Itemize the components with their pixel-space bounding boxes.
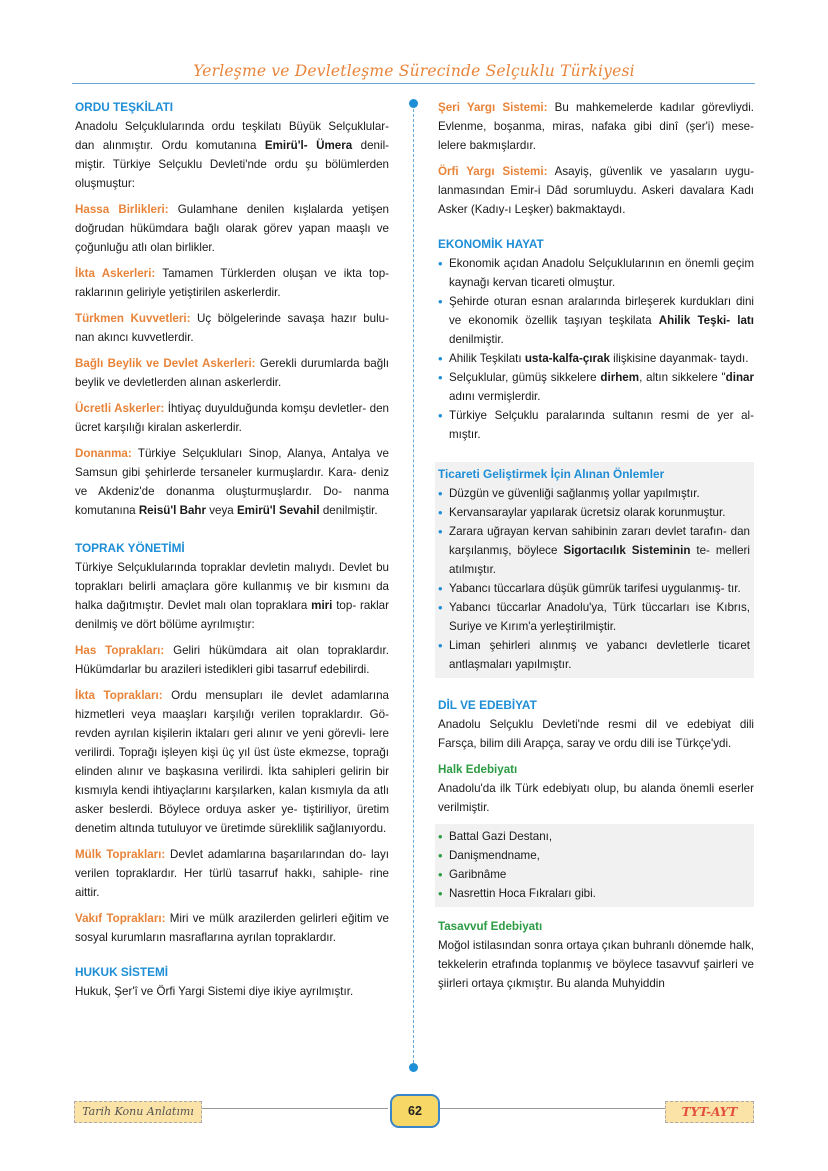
halk-heading: Halk Edebiyatı [438,763,518,776]
halk-list [438,827,750,903]
term-text: İhtiyaç duyulduğunda komşu devletler- den ücret karşılığı kiralan askerlerdir. [75,402,390,434]
term-label: Bağlı Beylik ve Devlet Askerleri: [75,357,256,370]
toprak-item [75,909,389,947]
ekonomik-list [438,254,754,444]
ordu-item [75,264,389,302]
right-column [438,98,754,993]
list-item: • Battal Gazi Destanı, [438,827,750,846]
term-text: Gerekli durumlarda bağlı beylik ve devletlerden alınan askerlerdir. [75,357,389,389]
term-label: Şeri Yargı Sistemi: [438,101,548,114]
text-run: ilişkisine dayanmak- taydı. [609,352,749,365]
bold-term: Emirü'l Sevahil [236,504,320,517]
ticaret-heading: Ticareti Geliştirmek İçin Alınan Önlemler [438,467,665,481]
text-run: denilmiştir. [449,333,504,346]
list-item [438,522,750,579]
section-heading-hukuk: HUKUK SİSTEMİ [75,965,169,979]
list-item: • Garibnâme [438,865,750,884]
page-title: Yerleşme ve Devletleşme Sürecinde Selçuklu Türkiyesi [193,62,635,80]
term-label: Mülk Toprakları: [75,848,166,861]
bold-term: dinar [725,371,754,384]
term-label: Donanma: [75,447,132,460]
text-run: Anadolu Selçuklularında ordu teşkilatı Büyük Selçuklular- dan alınmıştır. Ordu komutanına [75,120,389,152]
bold-term: Sigortacılık Sisteminin [563,544,691,557]
bold-term: usta-kalfa-çırak [524,352,610,365]
toprak-intro [75,558,389,634]
term-text: Gulamhane denilen kışlalarda yetişen doğrudan hükümdara bağlı olarak görev yapan maaşlı ve çoğunluğu atlı olan birlikler. [75,203,389,254]
list-item: • Yabancı tüccarlara düşük gümrük tarifesi uygulanmış- tır. [438,579,750,598]
bold-term: Emirü'l- Ümera [264,139,353,152]
list-item: • Kervansaraylar yapılarak ücretsiz olarak korunmuştur. [438,503,750,522]
ordu-intro [75,117,389,193]
term-label: Örfi Yargı Sistemi: [438,165,548,178]
orfi-yargi-paragraph [438,162,754,219]
bold-term: dirhem [600,371,640,384]
list-item: • Türkiye Selçuklu paralarında sultanın resmi de yer al- mıştır. [438,406,754,444]
dil-text: Anadolu Selçuklu Devleti'nde resmi dil ve edebiyat dili Farsça, bilim dili Arapça, saray ve ordu dili ise Türkçe'ydi. [438,718,754,750]
list-item: • Liman şehirleri alınmış ve yabancı devletlerle ticaret antlaşmaları yapılmıştır. [438,636,750,674]
list-item [438,292,754,349]
footer-rule-right [438,1108,665,1109]
section-heading-ordu: ORDU TEŞKİLATI [75,100,174,114]
list-item [438,368,754,406]
tasavvuf-heading: Tasavvuf Edebiyatı [438,920,543,933]
text-run: Zarara uğrayan kervan sahibinin zararı devlet tarafın- dan karşılanmış, böylece [449,525,750,557]
text-run: Türkiye Selçukluları Sinop, Alanya, Antalya ve Samsun gibi şehirlerde tersaneler kurmuşlardır. Kara- deniz ve Akdeniz'de donanma oluşturmuşlardır. Do- nanma komutanına [75,447,389,517]
divider-bottom-dot [409,1063,418,1072]
text-run: denil- miştir. Türkiye Selçuklu Devleti'nde ordu şu bölümlerden oluşmuştur: [75,139,390,190]
toprak-item [75,641,389,679]
list-item: • Danişmendname, [438,846,750,865]
text-run: Selçuklular, gümüş sikkelere [449,371,601,384]
left-column [75,98,389,1001]
halk-text: Anadolu'da ilk Türk edebiyatı olup, bu alanda önemli eserler verilmiştir. [438,782,754,814]
ticaret-box [435,462,754,678]
tasavvuf-text: Moğol istilasından sonra ortaya çıkan buhranlı dönemde halk, tekkelerin etrafında toplanmış ve böylece tasavvuf şairleri ve şiirleri ortaya çıkmıştır. Bu alanda Muhyiddin [438,939,754,990]
term-label: Ücretli Askerler: [75,402,165,415]
term-text: Uç bölgelerinde savaşa hazır bulu- nan akıncı kuvvetlerdir. [75,312,389,344]
ordu-item [75,354,389,392]
term-label: İkta Askerleri: [75,267,156,280]
term-text: Ordu mensupları ile devlet adamlarına hizmetleri veya maaşları karşılığı verilen topraklardır. Gö- revden ayrılan kişilerin iktaları geri alınır ve yeni görevli- lere verilirdi. Toprağı işleyen kişi üç yıl üst üste ekmezse, toprağı elinden alınır ve başkasına verilirdi. İkta sahipleri gelirin bir kısmıyla kendi ihtiyaçlarını karşılarken, kalan kısmıyla da atlı asker beslerdi. Böylece orduya asker ye- tiştiriliyor, üretim denetim altında tutuluyor ve üretimde süreklilik sağlanıyordu. [75,689,389,835]
list-item [438,349,754,368]
term-text: Bu mahkemelerde kadılar görevliydi. Evlenme, boşanma, miras, nafaka gibi dinî (şer'i) mese- lelere bakmışlardır. [438,101,754,152]
footer-exam-label: TYT-AYT [665,1101,754,1123]
list-item: • Ekonomik açıdan Anadolu Selçuklularının en önemli geçim kaynağı kervan ticareti olmuştur. [438,254,754,292]
text-run: Türkiye Selçuklularında topraklar devletin malıydı. Devlet bu toprakları belirli amaçlara göre kullanmış ve bir kısmını da halka dağıtmıştır. Devlet malı olan topraklara [75,561,389,612]
text-run: top- raklar denilmiş ve dört bölüme ayrılmıştır: [75,599,389,631]
term-label: Vakıf Toprakları: [75,912,166,925]
bold-term: Ahilik Teşki- latı [658,314,754,327]
footer-rule-left [200,1108,388,1109]
ordu-item [75,399,389,437]
term-text: Tamamen Türklerden oluşan ve ikta top- raklarının geliriyle yetiştirilen askerlerdir. [75,267,390,299]
seri-yargi-paragraph [438,98,754,155]
text-run: Şehirde oturan esnan aralarında birleşerek kurdukları dini ve ekonomik özellik taşıyan teşkilata [449,295,754,327]
term-text: Devlet adamlarına başarılarından do- layı verilen topraklardır. Her türlü tasarruf hakkı, sahiple- rine aittir. [75,848,390,899]
toprak-item [75,845,389,902]
hukuk-text: Hukuk, Şer'î ve Örfi Yargi Sistemi diye ikiye ayrılmıştır. [75,985,354,998]
ordu-item [75,309,389,347]
text-run: denilmiştir. [319,504,378,517]
term-label: İkta Toprakları: [75,689,163,702]
divider-top-dot [409,99,418,108]
list-item: • Yabancı tüccarlar Anadolu'ya, Türk tüccarları ise Kıbrıs, Suriye ve Kırım'a yerleştirilmiştir. [438,598,750,636]
term-label: Türkmen Kuvvetleri: [75,312,191,325]
section-heading-toprak: TOPRAK YÖNETİMİ [75,541,185,555]
footer-book-label: Tarih Konu Anlatımı [74,1101,202,1123]
column-divider [413,104,414,1068]
section-heading-ekonomik: EKONOMİK HAYAT [438,237,544,251]
text-run: adını vermişlerdir. [449,390,541,403]
list-item: • Düzgün ve güvenliği sağlanmış yollar yapılmıştır. [438,484,750,503]
term-text: Geliri hükümdara ait olan topraklardır. Hükümdarlar bu arazileri istedikleri gibi tasarruf edebilirdi. [75,644,390,676]
ticaret-list [438,484,750,674]
toprak-item [75,686,389,838]
text-run: Ahilik Teşkilatı [449,352,525,365]
page-number: 62 [390,1094,440,1128]
title-divider [72,83,755,84]
bold-term: miri [311,599,333,612]
term-label: Has Toprakları: [75,644,165,657]
text-run: te- melleri atılmıştır. [449,544,750,576]
term-text: Miri ve mülk arazilerden gelirleri eğitim ve sosyal kurumların masraflarına ayrılan topraklardır. [75,912,389,944]
term-label: Hassa Birlikleri: [75,203,169,216]
halk-box [435,824,754,907]
donanma-paragraph [75,444,389,520]
section-heading-dil: DİL VE EDEBİYAT [438,698,537,712]
term-text: Asayiş, güvenlik ve yasaların uygu- lanmasından Emir-i Dâd sorumluydu. Askeri davalara Kadı Asker (Kadıy-ı Leşker) bakmaktaydı. [438,165,754,216]
list-item: • Nasrettin Hoca Fıkraları gibi. [438,884,750,903]
bold-term: Reisü'l Bahr [138,504,206,517]
text-run: , altın sikkelere " [639,371,726,384]
text-run: veya [206,504,237,517]
ordu-item [75,200,389,257]
